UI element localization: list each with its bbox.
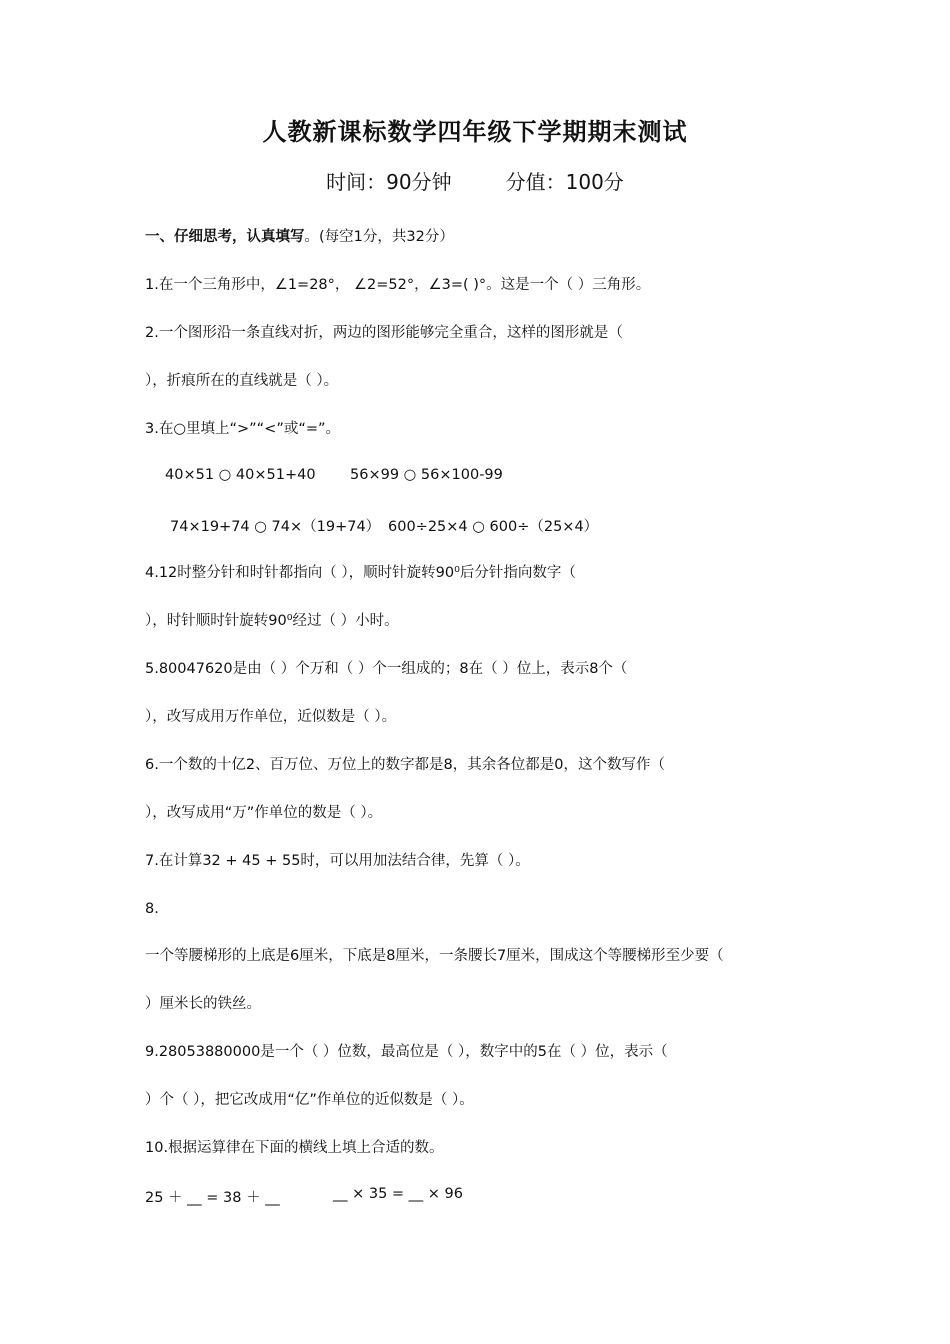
section-1-heading-bold: 一、仔细思考，认真填写 [145, 229, 305, 245]
question-5-cont: ），改写成用万作单位，近似数是（ ）。 [145, 709, 397, 725]
question-8: 一个等腰梯形的上底是6厘米，下底是8厘米，一条腰长7厘米，围成这个等腰梯形至少要（ [145, 948, 724, 964]
question-8-cont: ）厘米长的铁丝。 [145, 996, 261, 1012]
question-4: 4.12时整分针和时针都指向（ ），顺时针旋转90⁰后分针指向数字（ [145, 565, 576, 581]
question-4-cont: ），时针顺时针旋转90⁰经过（ ）小时。 [145, 613, 399, 629]
q3-expression-d: 600÷25×4 ○ 600÷（25×4） [388, 519, 599, 535]
question-7: 7.在计算32 + 45 + 55时，可以用加法结合律，先算（ ）。 [145, 853, 530, 869]
q10-expression-b: __ × 35 = __ × 96 [333, 1186, 464, 1202]
question-10: 10.根据运算律在下面的横线上填上合适的数。 [145, 1140, 444, 1156]
question-6: 6.一个数的十亿2、百万位、万位上的数字都是8，其余各位都是0，这个数写作（ [145, 757, 666, 773]
question-2: 2.一个图形沿一条直线对折，两边的图形能够完全重合，这样的图形就是（ [145, 325, 623, 341]
question-9-cont: ）个（ ），把它改成用“亿”作单位的近似数是（ ）。 [145, 1092, 474, 1108]
section-1-heading-rest: 。(每空1分，共32分） [304, 229, 454, 245]
q3-expression-b: 56×99 ○ 56×100-99 [350, 467, 503, 483]
q3-expression-a: 40×51 ○ 40×51+40 [165, 467, 316, 483]
question-6-cont: ），改写成用“万”作单位的数是（ ）。 [145, 805, 383, 821]
exam-score: 分值：100分 [505, 170, 624, 194]
question-3: 3.在○里填上“>”“<”或“=”。 [145, 421, 341, 437]
section-1-heading [145, 227, 805, 247]
q10-expression-a: 25 ＋ __ = 38 ＋ __ [145, 1190, 280, 1206]
question-9: 9.28053880000是一个（ ）位数，最高位是（ ），数字中的5在（ ）位，表示（ [145, 1044, 668, 1060]
exam-title: 人教新课标数学四年级下学期期末测试 [262, 118, 688, 146]
exam-time: 时间：90分钟 [326, 170, 452, 194]
question-8-number: 8. [145, 901, 159, 917]
question-1: 1.在一个三角形中，∠1=28°， ∠2=52°，∠3=( )°。这是一个（ ）三角形。 [145, 277, 651, 293]
q3-expression-c: 74×19+74 ○ 74×（19+74） [170, 519, 381, 535]
question-2-cont: ），折痕所在的直线就是（ ）。 [145, 373, 339, 389]
exam-subtitle [0, 166, 950, 195]
question-5: 5.80047620是由（ ）个万和（ ）个一组成的；8在（ ）位上，表示8个（ [145, 661, 628, 677]
